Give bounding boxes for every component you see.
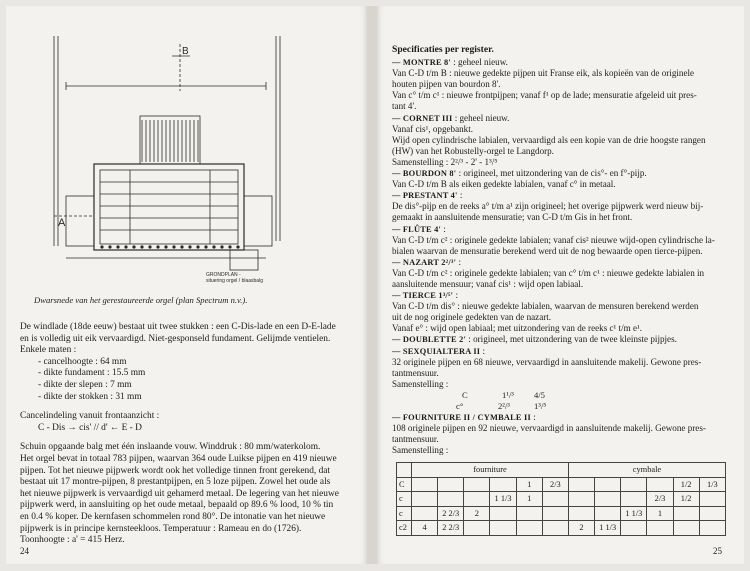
table-cell [490, 477, 516, 492]
table-cell [412, 477, 438, 492]
book-gutter [368, 6, 376, 564]
table-cell [699, 492, 725, 507]
table-cell [542, 492, 568, 507]
table-cell [647, 521, 673, 536]
register-heading: — SEXQUIALTERA II : [392, 345, 486, 356]
table-row [397, 477, 726, 492]
table-cell: 2 2/3 [438, 506, 464, 521]
register-heading: — TIERCE 1³/⁵' : [392, 290, 458, 301]
section-mark-a: A [58, 217, 66, 229]
section-mark-b: B [182, 46, 189, 57]
windlade-line: Enkele maten : [20, 345, 77, 356]
table-cell [673, 506, 699, 521]
page-number-left: 24 [20, 546, 29, 556]
table-cell: C [397, 477, 412, 492]
organ-cross-section-drawing [30, 36, 308, 286]
table-cell [595, 506, 621, 521]
balg-line: Toonhoogte : a' = 415 Herz. [20, 535, 125, 546]
table-cell [490, 506, 516, 521]
spec-title: Specificaties per register. [392, 44, 494, 55]
register-text: Samenstelling : [392, 378, 449, 389]
register-text: Van C-D t/m c² : originele gedekte labialen; van c° t/m c¹ : nieuwe gedekte labialen in [392, 267, 705, 278]
table-cell: 2 [568, 521, 594, 536]
page-number-right: 25 [713, 546, 722, 556]
register-heading: — CORNET III : geheel nieuw. [392, 112, 510, 123]
table-cell [595, 477, 621, 492]
table-cell: 1 [647, 506, 673, 521]
register-text: Vanaf cis¹, opgebankt. [392, 123, 474, 134]
table-cell [464, 477, 490, 492]
table-cell: 1 1/3 [490, 492, 516, 507]
table-cell [438, 477, 464, 492]
table-cell [568, 492, 594, 507]
plan-label-2: situering orgel / blaasbalg [206, 278, 263, 284]
table-cell [464, 521, 490, 536]
table-cell [516, 521, 542, 536]
register-text: Samenstelling : 2²/³ - 2' - 1³/⁵ [392, 156, 498, 167]
left-body-text [20, 322, 360, 547]
register-text: Van C-D t/m dis° : nieuwe gedekte labialen, waarvan de mensuren berekend werden [392, 301, 699, 312]
table-cell [542, 506, 568, 521]
table-cell: 4 [412, 521, 438, 536]
right-page [376, 6, 744, 564]
balg-line: pijpwerk werd, in aansluiting op het oude metaal, bepaald op 89.6 % lood, 10 % tin [20, 500, 334, 511]
register-text: (HW) van het Robustelly-orgel te Langdorp. [392, 145, 554, 156]
balg-line: pijpwerk is in principe kernsteekloos. Temperatuur : Rameau en do (1726). [20, 523, 302, 534]
table-cell [568, 506, 594, 521]
register-heading: — FLÛTE 4' : [392, 223, 446, 234]
register-specifications [392, 44, 728, 456]
comp-value: 1³/⁵ [534, 400, 547, 411]
sesquialtera-composition [442, 390, 728, 412]
comp-value: 1¹/³ [502, 389, 514, 400]
balg-line: Het orgel bevat in totaal 783 pijpen, waarvan 364 oude Luikse pijpen en 419 nieuwe [20, 453, 337, 464]
register-text: tantmensuur. [392, 434, 439, 445]
table-cell: 2/3 [647, 492, 673, 507]
table-row [397, 521, 726, 536]
register-text: Samenstelling : [392, 445, 449, 456]
table-cell [699, 506, 725, 521]
table-header-row [397, 463, 726, 478]
table-cell: 2 [464, 506, 490, 521]
table-cell: 1 [516, 477, 542, 492]
table-cell: 1 1/3 [595, 521, 621, 536]
table-cell: 1/3 [699, 477, 725, 492]
drawing-caption: Dwarsnede van het gerestaureerde orgel (plan Spectrum n.v.). [34, 295, 248, 305]
register-text: tant 4'. [392, 101, 417, 112]
comp-key: C [462, 389, 468, 400]
table-row [397, 506, 726, 521]
table-cell: 1 1/3 [621, 506, 647, 521]
table-cell: 1 [516, 492, 542, 507]
register-text: houten pijpen van bourdon 8'. [392, 79, 501, 90]
register-text: Van C-D t/m c² : originele gedekte labialen; vanaf cis² nieuwe wijd-open cylindrische la- [392, 234, 715, 245]
table-cell [699, 521, 725, 536]
register-heading: — MONTRE 8' : geheel nieuw. [392, 57, 508, 68]
table-cell: 1/2 [673, 492, 699, 507]
balg-line: en 0.4 % koper. De kernfasen schommelen rond 80°. De intonatie van het nieuwe [20, 511, 326, 522]
register-heading: — FOURNITURE II / CYMBALE II : [392, 411, 536, 422]
comp-value: 4/5 [534, 389, 545, 400]
fourniture-cymbale-table [396, 462, 726, 536]
table-cell: c [397, 506, 412, 521]
left-page [6, 6, 368, 564]
register-text: 108 originele pijpen en 92 nieuwe, vervaardigd in aansluitende makelij. Gewone pres- [392, 423, 706, 433]
table-header-cymbale: cymbale [568, 463, 725, 478]
windlade-line: De windlade (18de eeuw) bestaat uit twee stukken : een C-Dis-lade en een D-E-lade [20, 322, 336, 332]
register-text: Van C-D t/m B als eiken gedekte labialen, vanaf c° in metaal. [392, 179, 616, 190]
measure-item: - dikte der stokken : 31 mm [38, 391, 142, 402]
table-cell: c [397, 492, 412, 507]
register-text: Vanaf e° : wijd open labiaal; met uitzondering van de reeks c¹ t/m e¹. [392, 323, 642, 334]
register-text: 32 originele pijpen en 68 nieuwe, vervaardigd in aansluitende makelij. Gewone pres- [392, 356, 702, 367]
table-cell [516, 506, 542, 521]
register-heading: — DOUBLETTE 2' : origineel, met uitzondering van de twee kleinste pijpjes. [392, 334, 677, 345]
register-text: bialen waarvan de mensuratie berekend werd uit de nog bewaarde open tierce-pijpen. [392, 245, 703, 256]
register-text: aansluitende mensuur; vanaf cis¹ : wijd open labiaal. [392, 278, 584, 289]
measure-item: - dikte der slepen : 7 mm [38, 379, 132, 390]
table-header-fourniture: fourniture [412, 463, 569, 478]
measure-item: - dikte fundament : 15.5 mm [38, 368, 146, 379]
register-heading: — BOURDON 8' : origineel, met uitzondering van de cis°- en f°-pijp. [392, 168, 647, 179]
balg-line: pijpen. Tot het nieuwe pijpwerk wordt ook het volledige tinnen front gerekend, dat [20, 465, 331, 476]
table-row [397, 492, 726, 507]
table-cell [464, 492, 490, 507]
table-cell: 2/3 [542, 477, 568, 492]
table-cell: c2 [397, 521, 412, 536]
table-cell [595, 492, 621, 507]
register-text: tantmensuur. [392, 367, 439, 378]
register-text: Van C-D t/m B : nieuwe gedekte pijpen uit Franse eik, als kopieën van de originele [392, 68, 695, 79]
balg-line: het nieuwe pijpwerk is vervaardigd uit gehamerd metaal. De legering van het nieuwe [20, 488, 339, 499]
plan-label-1: GRONDPLAN - [206, 272, 241, 278]
comp-value: 2²/³ [498, 400, 510, 411]
table-cell [673, 521, 699, 536]
table-cell [621, 477, 647, 492]
table-cell [621, 492, 647, 507]
windlade-line: en is volledig uit eik vervaardigd. Niet-gesponseld fundament. Gelijmde ventielen. [20, 333, 331, 344]
register-text: Wijd open cylindrische labialen, vervaardigd als een kopie van de drie hoogste rangen [392, 134, 706, 145]
table-cell [438, 492, 464, 507]
table-cell [568, 477, 594, 492]
table-cell [621, 521, 647, 536]
table-cell [490, 521, 516, 536]
table-cell [412, 506, 438, 521]
table-cell [397, 463, 412, 478]
cancel-title: Cancelindeling vanuit frontaanzicht : [20, 411, 160, 422]
measure-item: - cancelhoogte : 64 mm [38, 356, 127, 367]
register-text: gemaakt in aansluitende mensuratie; van C-D t/m Gis in het front. [392, 212, 633, 223]
register-heading: — NAZART 2²/³' : [392, 256, 461, 267]
table-cell [412, 492, 438, 507]
balg-line: Schuin opgaande balg met één inslaande vouw. Winddruk : 80 mm/waterkolom. [20, 442, 321, 453]
table-cell: 1/2 [673, 477, 699, 492]
register-text: De dis°-pijp en de reeks a° t/m a¹ zijn origineel; het overige pijpwerk werd nieuw bij- [392, 201, 704, 212]
cancel-formula: C - Dis → cis' // d' ← E - D [38, 422, 142, 433]
comp-key: c° [456, 400, 464, 411]
balg-line: bestaat uit 17 montre-pijpen, 8 prestantpijpen, en 5 loze pijpen. Zowel het oude als [20, 477, 331, 488]
register-text: Van c° t/m c¹ : nieuwe frontpijpen; vanaf f¹ op de lade; mensuratie afgeleid uit pres- [392, 90, 697, 101]
register-heading: — PRESTANT 4' : [392, 190, 463, 201]
register-text: uit de nog originele gedekten van de nazart. [392, 312, 552, 323]
table-cell [542, 521, 568, 536]
table-cell: 2 2/3 [438, 521, 464, 536]
table-cell [647, 477, 673, 492]
